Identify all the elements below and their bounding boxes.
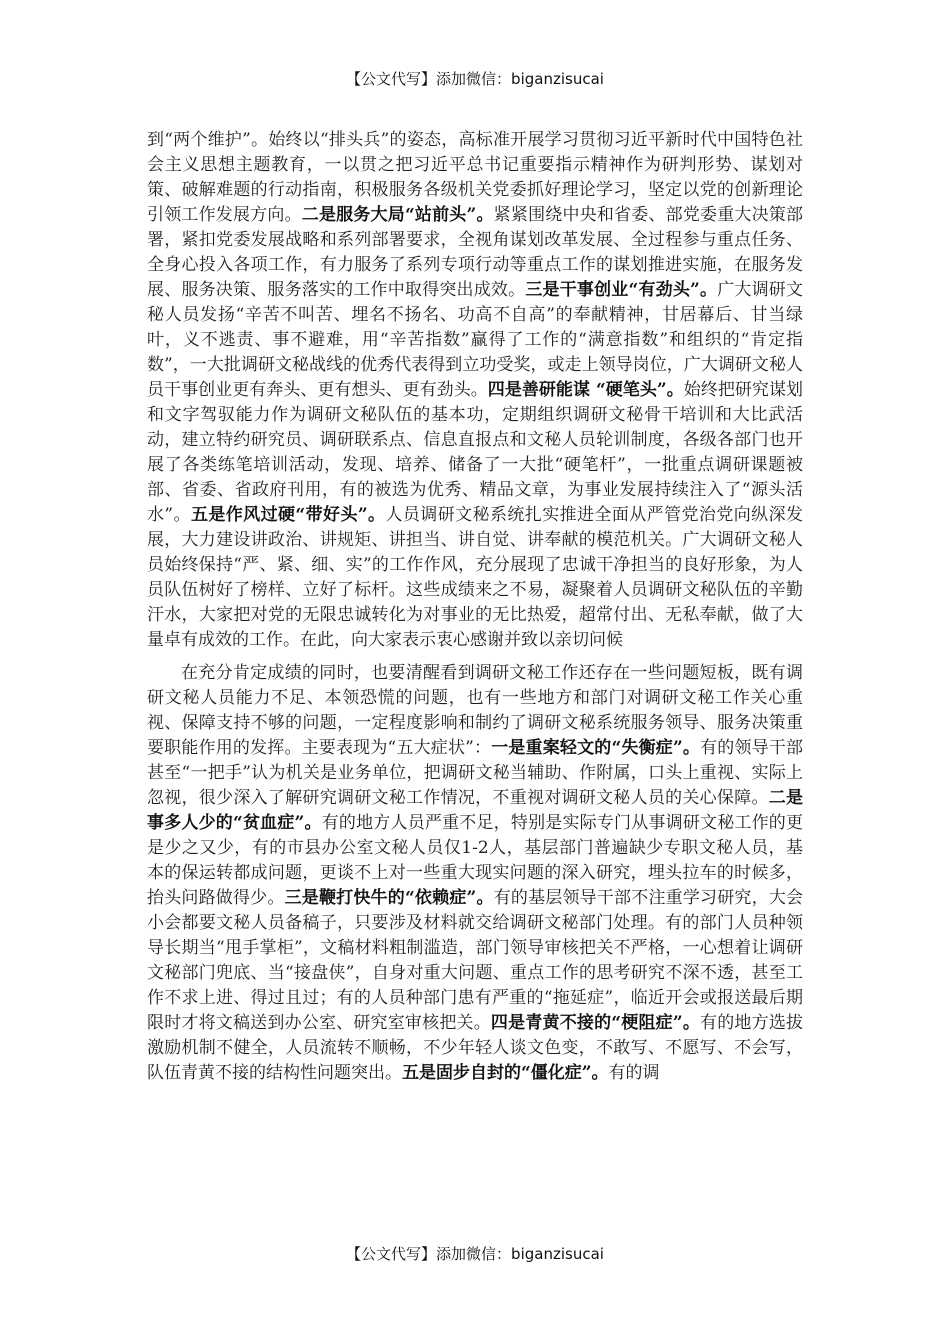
- heading-work-style: 五是作风过硬“带好头”。: [190, 505, 386, 525]
- paragraph-text: 有的地方人员严重不足，特别是实际专门从事调研文秘工作的更是少之又少，有的市县办公室文秘人员仅1-2人，基层部门普遍缺少专职文秘人员，基本的保运转都成问题，更谈不上对一些重大现实问题的深入研究，埋头拉车的时候多，抬头问路做得少。: [147, 813, 804, 908]
- heading-obstruction: 四是青黄不接的“梗阻症”。: [490, 1013, 701, 1033]
- heading-serve-overall: 二是服务大局“站前头”。: [301, 205, 494, 225]
- heading-research-ability: 四是善研能谋 “硬笔头”。: [487, 380, 684, 400]
- paragraph-text: 人员调研文秘系统扎实推进全面从严管党治党向纵深发展，大力建设讲政治、讲规矩、讲担当、讲自觉、讲奉献的模范机关。广大调研文秘人员始终保持“严、紧、细、实”的工作作风，充分展现了忠诚干净担当的良好形象，为人员队伍树好了榜样、立好了标杆。这些成绩来之不易，凝聚着人员调研文秘队伍的辛勤汗水，大家把对党的无限忠诚转化为对事业的无比热爱，超常付出、无私奉献，做了大量卓有成效的工作。在此，向大家表示衷心感谢并致以亲切问候: [147, 505, 803, 650]
- page-header: 【公文代写】添加微信：biganzisucai: [346, 70, 604, 88]
- heading-entrepreneurship: 三是干事创业“有劲头”。: [525, 280, 718, 300]
- document-body: [147, 128, 803, 1086]
- page-footer: 【公文代写】添加微信：biganzisucai: [346, 1245, 604, 1263]
- heading-dependence: 三是鞭打快牛的“依赖症”。: [284, 888, 494, 908]
- paragraph-text: 有的领导干部甚至“一把手”认为机关是业务单位，把调研文秘当辅助、作附属，口头上重视、实际上忽视，很少深入了解研究调研文秘工作情况，不重视对调研文秘人员的关心保障。: [147, 738, 803, 808]
- paragraph-text: 始终把研究谋划和文字驾驭能力作为调研文秘队伍的基本功，定期组织调研文秘骨干培训和大比武活动，建立特约研究员、调研联系点、信息直报点和文秘人员轮训制度，各级各部门也开展了各类练笔培训活动，发现、培养、储备了一大批“硬笔杆”，一批重点调研课题被部、省委、省政府刊用，有的被选为优秀、精品文章，为事业发展持续注入了“源头活水”。: [147, 380, 803, 525]
- heading-rigidity: 五是固步自封的“僵化症”。: [402, 1063, 609, 1083]
- paragraph-text: 有的调: [608, 1063, 660, 1083]
- paragraph-problems: [147, 661, 803, 1086]
- paragraph-text: 在充分肯定成绩的同时，也要清醒看到调研文秘工作还存在一些问题短板，既有调研文秘人员能力不足、本领恐慌的问题，也有一些地方和部门对调研文秘工作关心重视、保障支持不够的问题，一定程度影响和制约了调研文秘系统服务领导、服务决策重要职能作用的发挥。主要表现为“五大症状”：: [147, 663, 803, 758]
- heading-anemia: 二是事多人少的“贫血症”。: [147, 788, 804, 833]
- paragraph-text: 有的基层领导干部不注重学习研究，大会小会都要文秘人员备稿子，只要涉及材料就交给调研文秘部门处理。有的部门人员种领导长期当“甩手掌柜”，文稿材料粗制滥造，部门领导审核把关不严格，一心想着让调研文秘部门兜底、当“接盘侠”，自身对重大问题、重点工作的思考研究不深不透，甚至工作不求上进、得过且过；有的人员种部门患有严重的“拖延症”，临近开会或报送最后期限时才将文稿送到办公室、研究室审核把关。: [147, 888, 804, 1033]
- paragraph-text: 到“两个维护”。始终以“排头兵”的姿态，高标准开展学习贯彻习近平新时代中国特色社会主义思想主题教育，一以贯之把习近平总书记重要指示精神作为研判形势、谋划对策、破解难题的行动指南，积极服务各级机关党委抓好理论学习，坚定以党的创新理论引领工作发展方向。: [147, 130, 803, 225]
- paragraph-text: 有的地方选拔激励机制不健全，人员流转不顺畅，不少年轻人谈文色变，不敢写、不愿写、不会写，队伍青黄不接的结构性问题突出。: [147, 1013, 804, 1083]
- paragraph-text: 广大调研文秘人员发扬“辛苦不叫苦、埋名不扬名、功高不自高”的奉献精神，甘居幕后、甘当绿叶，义不逃责、事不避难，用“辛苦指数”赢得了工作的“满意指数”和组织的“肯定指数”，一大批调研文秘战线的优秀代表得到立功受奖，或走上领导岗位，广大调研文秘人员干事创业更有奔头、更有想头、更有劲头。: [147, 280, 804, 400]
- paragraph-text: 紧紧围绕中央和省委、部党委重大决策部署，紧扣党委发展战略和系列部署要求，全视角谋划改革发展、全过程参与重点任务、全身心投入各项工作，有力服务了系列专项行动等重点工作的谋划推进实施，在服务发展、服务决策、服务落实的工作中取得突出成效。: [147, 205, 803, 300]
- paragraph-achievements: [147, 128, 803, 653]
- heading-imbalance: 一是重案轻文的“失衡症”。: [491, 738, 701, 758]
